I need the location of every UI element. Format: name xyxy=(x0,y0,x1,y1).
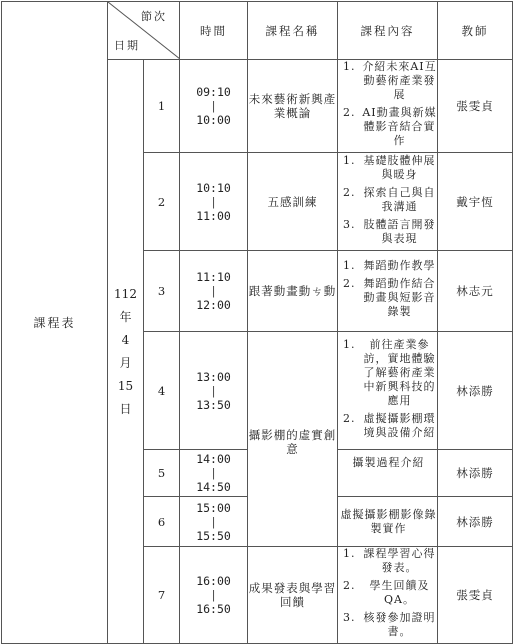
header-row xyxy=(2,2,513,60)
content-list xyxy=(338,338,437,440)
time-start: 11:10 xyxy=(196,270,231,284)
teacher-name: 張雯貞 xyxy=(438,60,513,153)
content-item: 1. 前往產業參訪，實地體驗了解藝術產業中新興科技的應用 xyxy=(360,338,437,408)
time-start: 10:10 xyxy=(196,180,231,195)
time-end: 11:00 xyxy=(196,208,231,223)
time-separator: | xyxy=(211,284,216,298)
corner-bottom-label: 日期 xyxy=(114,39,140,52)
time-start: 09:10 xyxy=(196,85,231,99)
session-time xyxy=(180,60,248,153)
content-item: 1. 課程學習心得發表。 xyxy=(360,547,437,575)
course-name: 五感訓練 xyxy=(248,153,338,251)
content-text: 攝製過程介紹 xyxy=(352,456,425,469)
teacher-name: 戴宇恆 xyxy=(438,153,513,251)
header-time: 時間 xyxy=(180,2,248,60)
header-course-name: 課程名稱 xyxy=(248,2,338,60)
teacher-name: 林添勝 xyxy=(438,497,513,547)
date-cell xyxy=(108,60,144,644)
course-content xyxy=(338,60,438,153)
course-content xyxy=(338,332,438,450)
schedule-table xyxy=(1,1,513,644)
corner-cell xyxy=(108,2,180,60)
time-end: 14:50 xyxy=(196,480,231,494)
time-start: 16:00 xyxy=(196,574,231,588)
diagonal-header xyxy=(108,2,179,59)
time-separator: | xyxy=(211,514,216,529)
time-end: 16:50 xyxy=(196,602,231,616)
time-separator: | xyxy=(211,588,216,602)
time-end: 13:50 xyxy=(196,397,231,412)
session-number: 3 xyxy=(144,251,180,332)
corner-top-label: 節次 xyxy=(141,10,167,23)
content-list xyxy=(338,60,437,148)
time-end: 12:00 xyxy=(196,298,231,312)
content-item: 2. AI動畫與新媒體影音結合實作 xyxy=(360,106,437,148)
session-time xyxy=(180,450,248,497)
course-content xyxy=(338,251,438,332)
time-end: 15:50 xyxy=(196,528,231,543)
time-separator: | xyxy=(211,466,216,480)
content-item: 2. 學生回饋及QA。 xyxy=(360,579,437,607)
content-list xyxy=(338,259,437,319)
content-item: 1. 基礎肢體伸展與暖身 xyxy=(360,154,437,182)
date-month: 4 xyxy=(121,333,130,347)
teacher-name: 林添勝 xyxy=(438,450,513,497)
time-start: 13:00 xyxy=(196,369,231,384)
teacher-name: 林添勝 xyxy=(438,332,513,450)
course-name: 跟著動畫動ㄘ動 xyxy=(248,251,338,332)
session-time xyxy=(180,547,248,644)
outer-label: 課程表 xyxy=(33,315,76,330)
course-content xyxy=(338,450,438,497)
content-item: 3. 核發參加證明書。 xyxy=(360,611,437,639)
session-time xyxy=(180,251,248,332)
session-number: 2 xyxy=(144,153,180,251)
session-number: 5 xyxy=(144,450,180,497)
date-month-suffix: 月 xyxy=(119,356,132,370)
course-name-merged: 攝影棚的虛實創意 xyxy=(248,332,338,547)
session-time xyxy=(180,332,248,450)
content-item: 3. 肢體語言開發與表現 xyxy=(360,218,437,246)
content-item: 1. 介紹未來AI互動藝術產業發展 xyxy=(360,60,437,102)
time-start: 14:00 xyxy=(196,452,231,466)
teacher-name: 林志元 xyxy=(438,251,513,332)
course-content xyxy=(338,153,438,251)
session-time xyxy=(180,497,248,547)
time-separator: | xyxy=(211,99,216,113)
time-separator: | xyxy=(211,194,216,209)
content-item: 2. 舞蹈動作結合動畫與短影音錄製 xyxy=(360,277,437,319)
date-year-suffix: 年 xyxy=(119,310,132,324)
content-list xyxy=(338,547,437,639)
teacher-name: 張雯貞 xyxy=(438,547,513,644)
session-number: 6 xyxy=(144,497,180,547)
header-course-content: 課程內容 xyxy=(338,2,438,60)
content-item: 2. 探索自己與自我溝通 xyxy=(360,186,437,214)
content-text: 虛擬攝影棚影像錄製實作 xyxy=(340,507,437,535)
header-teacher: 教師 xyxy=(438,2,513,60)
content-item: 2. 虛擬攝影棚環境與設備介紹 xyxy=(360,412,437,440)
session-number: 7 xyxy=(144,547,180,644)
course-content xyxy=(338,547,438,644)
time-separator: | xyxy=(211,383,216,398)
date-day-suffix: 日 xyxy=(119,402,132,416)
session-number: 1 xyxy=(144,60,180,153)
outer-label-cell xyxy=(2,2,108,644)
content-list xyxy=(338,154,437,246)
session-time xyxy=(180,153,248,251)
course-content xyxy=(338,497,438,547)
time-start: 15:00 xyxy=(196,500,231,515)
course-name: 成果發表與學習回饋 xyxy=(248,547,338,644)
date-day: 15 xyxy=(117,379,134,393)
course-name: 未來藝術新興產業概論 xyxy=(248,60,338,153)
date-year: 112 xyxy=(114,287,137,301)
session-number: 4 xyxy=(144,332,180,450)
time-end: 10:00 xyxy=(196,113,231,127)
content-item: 1. 舞蹈動作教學 xyxy=(360,259,437,273)
